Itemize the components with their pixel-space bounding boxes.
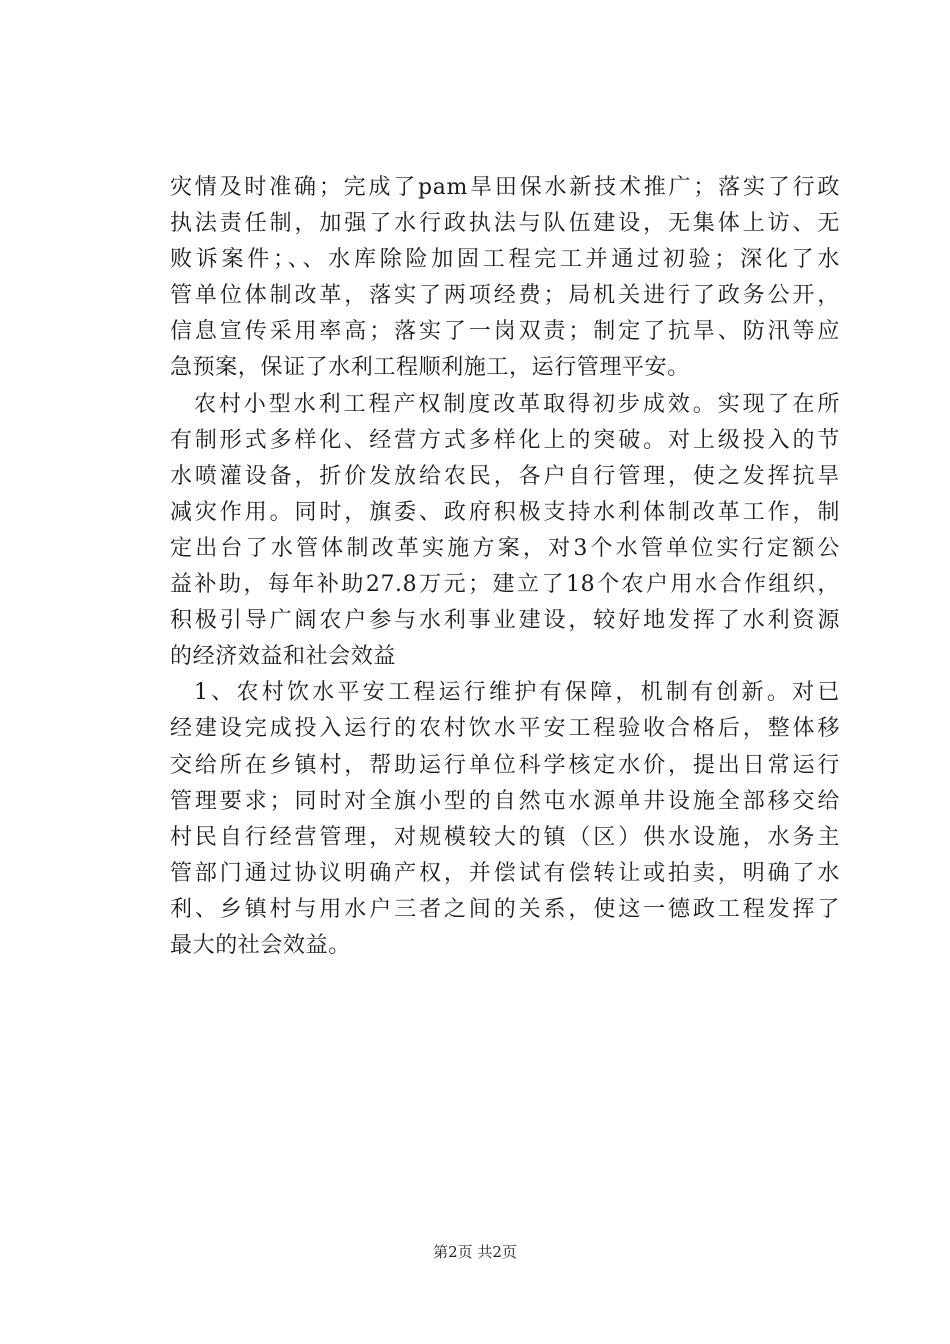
text-line: 益补助，每年补助27.8万元；建立了18个农户用水合作组织， (170, 572, 840, 598)
text-line: 管部门通过协议明确产权，并偿试有偿转让或拍卖，明确了水 (170, 860, 840, 886)
text-line: 管单位体制改革，落实了两项经费；局机关进行了政务公开， (170, 283, 840, 309)
text-line: 管理要求；同时对全旗小型的自然屯水源单井设施全部移交给 (170, 788, 840, 814)
text-line: 农村小型水利工程产权制度改革取得初步成效。实现了在所 (194, 391, 840, 417)
text-line: 村民自行经营管理，对规模较大的镇（区）供水设施，水务主 (170, 824, 840, 850)
text-line: 水喷灌设备，折价发放给农民，各户自行管理，使之发挥抗旱 (170, 463, 840, 489)
text-line: 信息宣传采用率高；落实了一岗双责；制定了抗旱、防汛等应 (170, 319, 840, 345)
text-line: 减灾作用。同时，旗委、政府积极支持水利体制改革工作，制 (170, 499, 840, 525)
text-line: 利、乡镇村与用水户三者之间的关系，使这一德政工程发挥了 (170, 896, 840, 922)
text-line: 交给所在乡镇村，帮助运行单位科学核定水价，提出日常运行 (170, 752, 840, 778)
text-line: 经建设完成投入运行的农村饮水平安工程验收合格后，整体移 (170, 716, 840, 742)
text-line: 的经济效益和社会效益 (170, 644, 397, 670)
text-line: 急预案，保证了水利工程顺利施工，运行管理平安。 (170, 355, 690, 381)
paragraph-achievements (170, 170, 840, 387)
document-body (170, 170, 840, 964)
text-line: 积极引导广阔农户参与水利事业建设，较好地发挥了水利资源 (170, 608, 840, 634)
paragraph-drinking-water (170, 675, 840, 964)
text-line: 败诉案件；、、水库除险加固工程完工并通过初验；深化了水 (170, 247, 840, 273)
text-line: 有制形式多样化、经营方式多样化上的突破。对上级投入的节 (170, 427, 840, 453)
text-line: 1、农村饮水平安工程运行维护有保障，机制有创新。对已 (194, 680, 840, 706)
text-line: 定出台了水管体制改革实施方案，对3个水管单位实行定额公 (170, 535, 840, 561)
page-number-footer: 第2页 共2页 (433, 1243, 517, 1261)
text-line: 灾情及时准确；完成了pam旱田保水新技术推广；落实了行政 (170, 175, 840, 200)
text-line: 最大的社会效益。 (170, 932, 351, 958)
text-line: 执法责任制，加强了水行政执法与队伍建设，无集体上访、无 (170, 211, 840, 237)
paragraph-property-reform (170, 387, 840, 676)
